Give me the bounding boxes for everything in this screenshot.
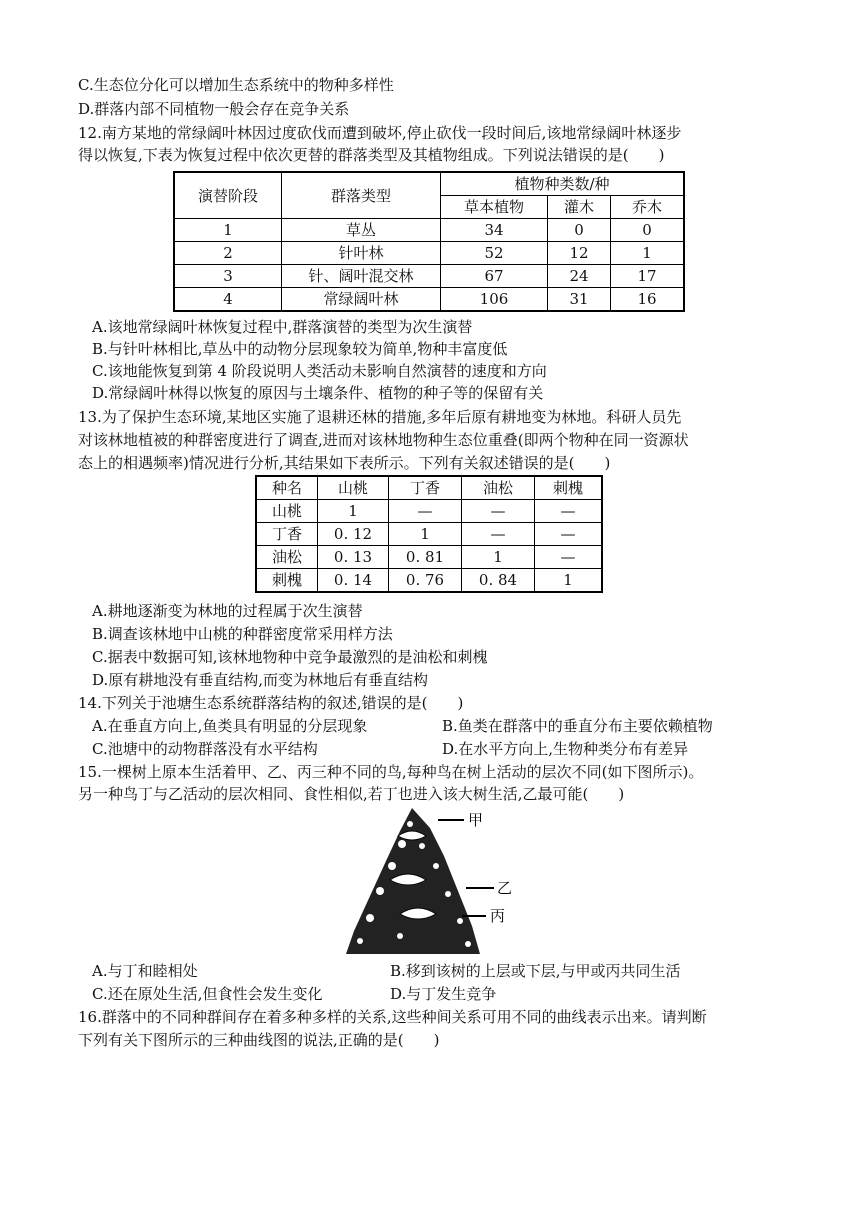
table-cell: 12 — [548, 242, 611, 265]
q16-stem-2: 下列有关下图所示的三种曲线图的说法,正确的是( ) — [78, 1031, 440, 1049]
table-cell: 0 — [611, 219, 685, 242]
q13-stem-1: 13.为了保护生态环境,某地区实施了退耕还林的措施,多年后原有耕地变为林地。科研人员先 — [78, 408, 682, 426]
table-cell: 106 — [441, 288, 548, 312]
table-row — [174, 265, 684, 288]
q15-stem-2: 另一种鸟丁与乙活动的层次相同、食性相似,若丁也进入该大树生活,乙最可能( ) — [78, 785, 625, 803]
option-d-prev: D.群落内部不同植物一般会存在竞争关系 — [78, 100, 350, 118]
q12-stem-2: 得以恢复,下表为恢复过程中依次更替的群落类型及其植物组成。下列说法错误的是( ) — [78, 146, 665, 164]
q13-option-b[interactable]: B.调查该林地中山桃的种群密度常采用样方法 — [92, 625, 393, 643]
table-cell: 1 — [462, 546, 535, 569]
table-header-cell: 丁香 — [389, 476, 462, 500]
table-cell: 1 — [318, 500, 389, 523]
table-header-cell: 种名 — [256, 476, 318, 500]
table-cell: 1 — [611, 242, 685, 265]
q14-stem: 14.下列关于池塘生态系统群落结构的叙述,错误的是( ) — [78, 694, 464, 712]
table-cell: 针、阔叶混交林 — [282, 265, 441, 288]
q14-option-b[interactable]: B.鱼类在群落中的垂直分布主要依赖植物 — [442, 717, 713, 735]
option-c-prev: C.生态位分化可以增加生态系统中的物种多样性 — [78, 76, 394, 94]
table-cell: 0. 13 — [318, 546, 389, 569]
q13-option-c[interactable]: C.据表中数据可知,该林地物种中竞争最激烈的是油松和刺槐 — [92, 648, 488, 666]
table-cell: 0. 14 — [318, 569, 389, 593]
q12-stem-1: 12.南方某地的常绿阔叶林因过度砍伐而遭到破坏,停止砍伐一段时间后,该地常绿阔叶林逐步 — [78, 124, 682, 142]
q15-option-c[interactable]: C.还在原处生活,但食性会发生变化 — [92, 985, 323, 1003]
q16-stem-1: 16.群落中的不同种群间存在着多种多样的关系,这些种间关系可用不同的曲线表示出来。请判断 — [78, 1008, 707, 1026]
table-cell: 16 — [611, 288, 685, 312]
table-cell: — — [535, 546, 603, 569]
table-cell: 油松 — [256, 546, 318, 569]
table-cell: 常绿阔叶林 — [282, 288, 441, 312]
succession-table — [173, 171, 685, 312]
q12-option-c[interactable]: C.该地能恢复到第 4 阶段说明人类活动未影响自然演替的速度和方向 — [92, 362, 547, 380]
q12-option-b[interactable]: B.与针叶林相比,草丛中的动物分层现象较为简单,物种丰富度低 — [92, 340, 508, 358]
table-cell: — — [462, 500, 535, 523]
table-cell: 2 — [174, 242, 282, 265]
label-bing: 丙 — [490, 907, 506, 925]
q15-stem-1: 15.一棵树上原本生活着甲、乙、丙三种不同的鸟,每种鸟在树上活动的层次不同(如下图所示)。 — [78, 763, 704, 781]
table-cell: 1 — [535, 569, 603, 593]
q14-option-a[interactable]: A.在垂直方向上,鱼类具有明显的分层现象 — [92, 717, 368, 735]
header-species-count: 植物种类数/种 — [441, 172, 685, 196]
table-cell: 24 — [548, 265, 611, 288]
label-jia: 甲 — [468, 811, 484, 829]
header-stage: 演替阶段 — [174, 172, 282, 219]
q15-option-d[interactable]: D.与丁发生竞争 — [390, 985, 497, 1003]
table-cell: 31 — [548, 288, 611, 312]
table-cell: 0. 76 — [389, 569, 462, 593]
table-cell: 0. 12 — [318, 523, 389, 546]
table-cell: 3 — [174, 265, 282, 288]
table-row — [256, 523, 602, 546]
table-cell: 刺槐 — [256, 569, 318, 593]
table-cell: 52 — [441, 242, 548, 265]
table-cell: — — [389, 500, 462, 523]
label-yi: 乙 — [497, 879, 513, 897]
table-header-cell: 刺槐 — [535, 476, 603, 500]
table-row — [174, 219, 684, 242]
table-cell: 0 — [548, 219, 611, 242]
table-cell: — — [535, 500, 603, 523]
table-row — [256, 569, 602, 593]
q13-stem-3: 态上的相遇频率)情况进行分析,其结果如下表所示。下列有关叙述错误的是( ) — [78, 454, 611, 472]
table-header-cell: 山桃 — [318, 476, 389, 500]
header-herb: 草本植物 — [441, 196, 548, 219]
q12-option-d[interactable]: D.常绿阔叶林得以恢复的原因与土壤条件、植物的种子等的保留有关 — [92, 384, 544, 402]
table-header-row — [256, 476, 602, 500]
q12-option-a[interactable]: A.该地常绿阔叶林恢复过程中,群落演替的类型为次生演替 — [92, 318, 473, 336]
header-tree: 乔木 — [611, 196, 685, 219]
table-cell: 针叶林 — [282, 242, 441, 265]
tree-birds-figure — [340, 806, 530, 958]
q13-stem-2: 对该林地植被的种群密度进行了调查,进而对该林地物种生态位重叠(即两个物种在同一资源状 — [78, 431, 689, 449]
table-header-cell: 油松 — [462, 476, 535, 500]
table-cell: 0. 81 — [389, 546, 462, 569]
table-cell: 1 — [389, 523, 462, 546]
q13-option-d[interactable]: D.原有耕地没有垂直结构,而变为林地后有垂直结构 — [92, 671, 429, 689]
q15-option-b[interactable]: B.移到该树的上层或下层,与甲或丙共同生活 — [390, 962, 681, 980]
table-cell: 草丛 — [282, 219, 441, 242]
table-cell: 1 — [174, 219, 282, 242]
q14-option-c[interactable]: C.池塘中的动物群落没有水平结构 — [92, 740, 318, 758]
table-cell: 34 — [441, 219, 548, 242]
q13-option-a[interactable]: A.耕地逐渐变为林地的过程属于次生演替 — [92, 602, 363, 620]
header-shrub: 灌木 — [548, 196, 611, 219]
table-row — [174, 288, 684, 312]
table-cell: 0. 84 — [462, 569, 535, 593]
niche-overlap-table — [255, 475, 603, 593]
table-cell: 丁香 — [256, 523, 318, 546]
table-cell: — — [535, 523, 603, 546]
table-cell: 山桃 — [256, 500, 318, 523]
table-row — [256, 500, 602, 523]
q14-option-d[interactable]: D.在水平方向上,生物种类分布有差异 — [442, 740, 689, 758]
header-community-type: 群落类型 — [282, 172, 441, 219]
table-cell: — — [462, 523, 535, 546]
table-row — [174, 242, 684, 265]
table-cell: 4 — [174, 288, 282, 312]
table-row — [256, 546, 602, 569]
q15-option-a[interactable]: A.与丁和睦相处 — [92, 962, 198, 980]
table-cell: 67 — [441, 265, 548, 288]
table-cell: 17 — [611, 265, 685, 288]
